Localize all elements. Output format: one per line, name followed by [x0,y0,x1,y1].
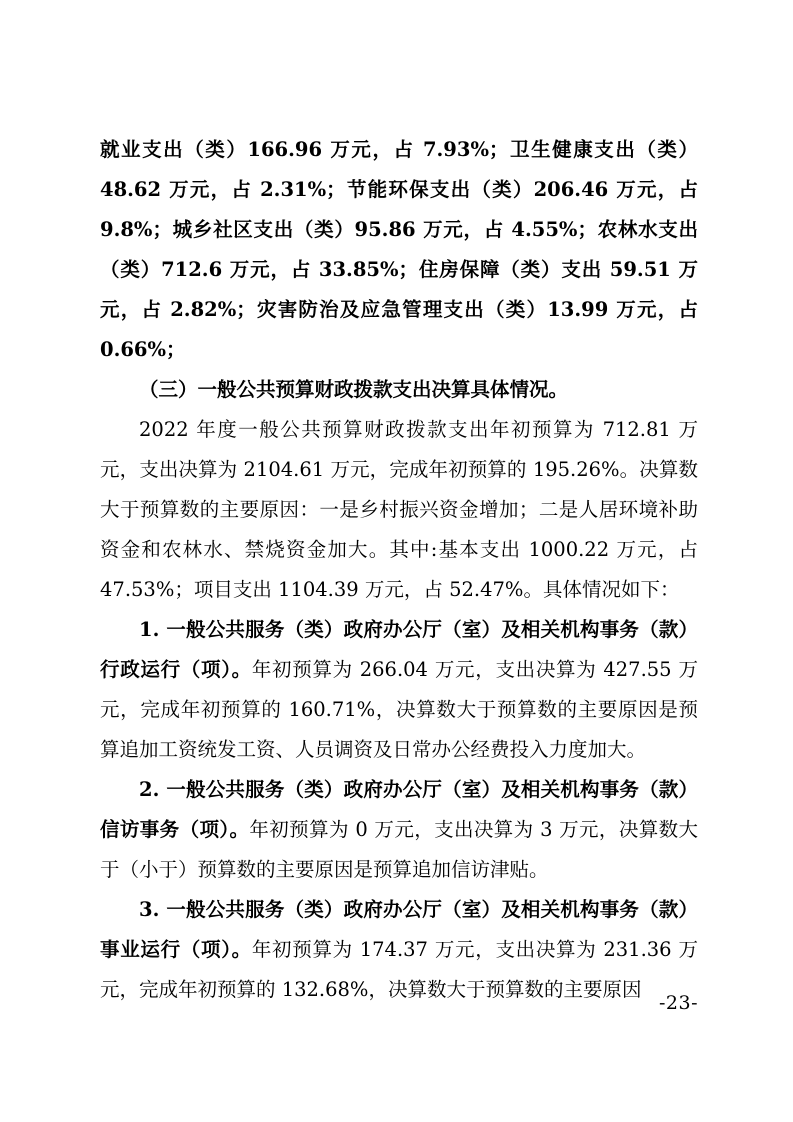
paragraph-item-1 [100,610,698,770]
paragraph-item-3 [100,890,698,1010]
paragraph-item-2-text: 年初预算为 0 万元，支出决算为 3 万元，决算数大于（小于）预算数的主要原因是预算追加信访津贴。 [100,818,698,881]
paragraph-item-2 [100,770,698,890]
paragraph-item-1-text: 年初预算为 266.04 万元，支出决算为 427.55 万元，完成年初预算的 160.71%，决算数大于预算数的主要原因是预算追加工资统发工资、人员调资及日常办公经费投入力度加大。 [100,658,698,761]
paragraph-expenditure-breakdown: 就业支出（类）166.96 万元，占 7.93%；卫生健康支出（类）48.62 万元，占 2.31%；节能环保支出（类）206.46 万元，占 9.8%；城乡社区支出（类）95.86 万元，占 4.55%；农林水支出（类）712.6 万元，占 33.85%；住房保障（类）支出 59.51 万元，占 2.82%；灾害防治及应急管理支出（类）13.99 万元，占 0.66%； [100,138,698,361]
paragraph-item-1-lead: 1. 一般公共服务（类）政府办公厅（室）及相关机构事务（款）行政运行（项）。 [100,618,698,681]
paragraph-item-3-lead: 3. 一般公共服务（类）政府办公厅（室）及相关机构事务（款）事业运行（项）。 [100,898,698,961]
document-body [100,130,698,1010]
paragraph-item-2-lead: 2. 一般公共服务（类）政府办公厅（室）及相关机构事务（款）信访事务（项）。 [100,778,698,841]
page-number: -23- [658,992,698,1014]
paragraph-item-3-text: 年初预算为 174.37 万元，支出决算为 231.36 万元，完成年初预算的 132.68%，决算数大于预算数的主要原因 [100,938,698,1001]
section-heading-three: （三）一般公共预算财政拨款支出决算具体情况。 [139,378,569,401]
paragraph-budget-overview: 2022 年度一般公共预算财政拨款支出年初预算为 712.81 万元，支出决算为 2104.61 万元，完成年初预算的 195.26%。决算数大于预算数的主要原因：一是乡村振兴资金增加；二是人居环境补助资金和农林水、禁烧资金加大。其中:基本支出 1000.22 万元，占 47.53%；项目支出 1104.39 万元，占 52.47%。具体情况如下： [100,418,698,601]
